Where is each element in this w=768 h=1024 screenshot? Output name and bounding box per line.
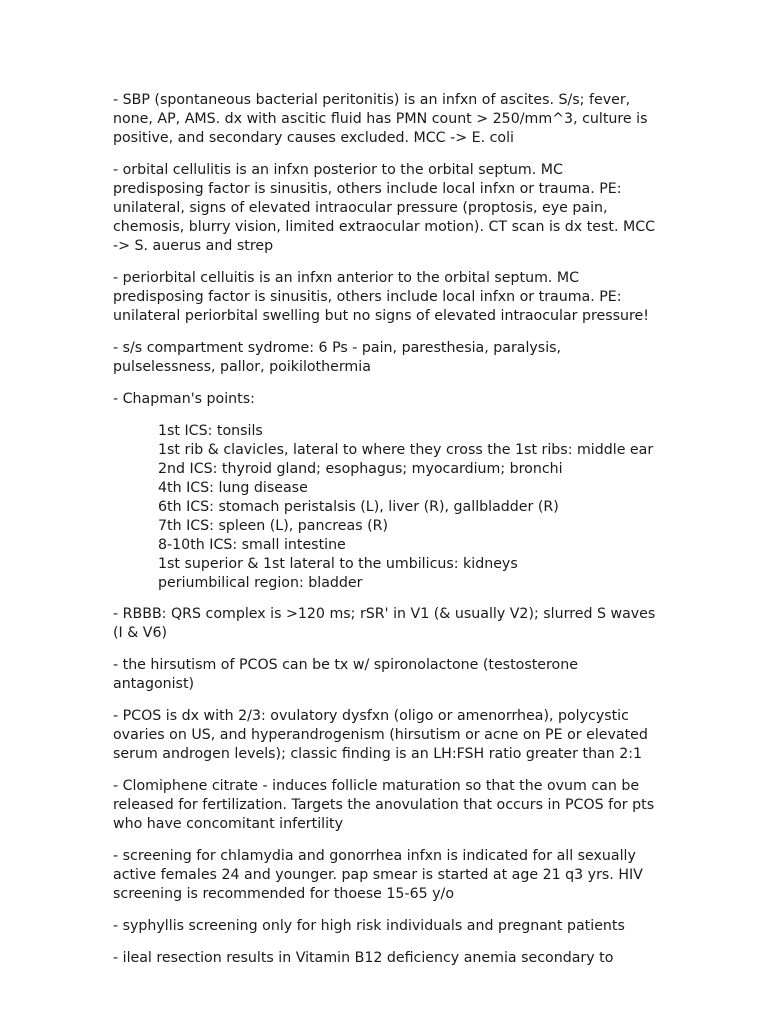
note-sbp: - SBP (spontaneous bacterial peritonitis) is an infxn of ascites. S/s; fever, none, AP, AMS. dx with ascitic fluid has PMN count > 250/mm^3, culture is positive, and secondary causes excluded. MCC -> E. coli [113,92,648,146]
list-item: 1st superior & 1st lateral to the umbilicus: kidneys [158,556,518,572]
chapman-points-list [158,422,658,593]
list-item: 7th ICS: spleen (L), pancreas (R) [158,518,389,534]
note-periorbital-cellulitis: - periorbital celluitis is an infxn anterior to the orbital septum. MC predisposing factor is sinusitis, others include local infxn or trauma. PE: unilateral periorbital swelling but no signs of elevated intraocular pressure! [113,270,649,324]
note-pcos-hirsutism: - the hirsutism of PCOS can be tx w/ spironolactone (testosterone antagonist) [113,657,578,692]
note-clomiphene: - Clomiphene citrate - induces follicle maturation so that the ovum can be released for fertilization. Targets the anovulation that occurs in PCOS for pts who have concomitant infertility [113,778,655,832]
note-ileal-resection: - ileal resection results in Vitamin B12 deficiency anemia secondary to [113,950,614,966]
list-item: 8-10th ICS: small intestine [158,537,346,553]
note-orbital-cellulitis: - orbital cellulitis is an infxn posterior to the orbital septum. MC predisposing factor is sinusitis, others include local infxn or trauma. PE: unilateral, signs of elevated intraocular pressure (proptosis, eye pain, chemosis, blurry vision, limited extraocular motion). CT scan is dx test. MCC -> S. auerus and strep [113,162,656,254]
list-item: 2nd ICS: thyroid gland; esophagus; myocardium; bronchi [158,461,563,477]
note-compartment-syndrome: - s/s compartment sydrome: 6 Ps - pain, paresthesia, paralysis, pulselessness, pallor, poikilothermia [113,340,562,375]
note-chapman-heading: - Chapman's points: [113,391,255,407]
list-item: 1st rib & clavicles, lateral to where they cross the 1st ribs: middle ear [158,442,654,458]
note-syphilis-screening: - syphyllis screening only for high risk individuals and pregnant patients [113,918,625,934]
note-rbbb: - RBBB: QRS complex is >120 ms; rSR' in V1 (& usually V2); slurred S waves (I & V6) [113,606,656,641]
list-item: 1st ICS: tonsils [158,423,263,439]
note-std-screening: - screening for chlamydia and gonorrhea infxn is indicated for all sexually active females 24 and younger. pap smear is started at age 21 q3 yrs. HIV screening is recommended for thoese 15-65 y/o [113,848,643,902]
note-pcos-dx: - PCOS is dx with 2/3: ovulatory dysfxn (oligo or amenorrhea), polycystic ovaries on US, and hyperandrogenism (hirsutism or acne on PE or elevated serum androgen levels); classic finding is an LH:FSH ratio greater than 2:1 [113,708,648,762]
list-item: periumbilical region: bladder [158,575,363,591]
document-page [113,91,658,981]
list-item: 6th ICS: stomach peristalsis (L), liver (R), gallbladder (R) [158,499,559,515]
list-item: 4th ICS: lung disease [158,480,308,496]
